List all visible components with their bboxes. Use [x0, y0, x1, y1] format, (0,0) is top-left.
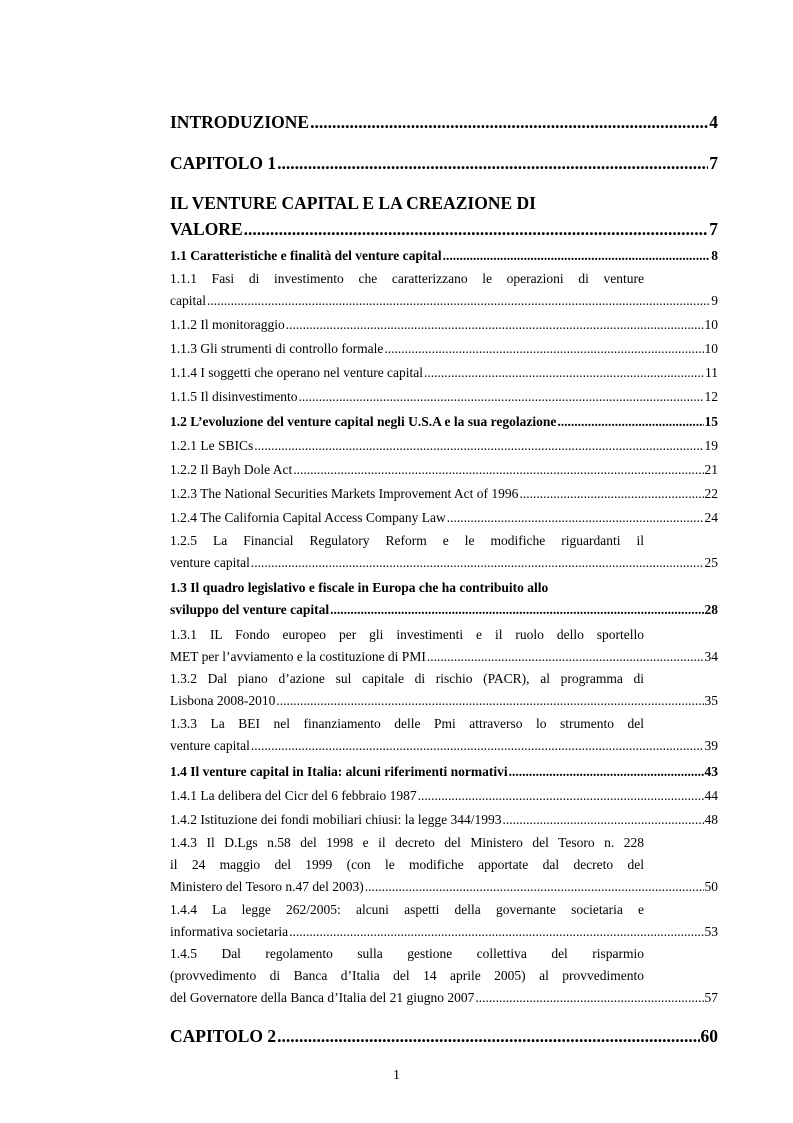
toc-dot-leader: [289, 924, 703, 940]
toc-dot-leader: [424, 365, 704, 381]
toc-entry-title: venture capital: [170, 555, 250, 570]
toc-entry-title: 1.2.2 Il Bayh Dole Act: [170, 462, 293, 477]
toc-entry-title: 1.1 Caratteristiche e finalità del venture capital: [170, 248, 442, 263]
toc-entry-title: INTRODUZIONE: [170, 112, 310, 132]
toc-entry-title: 1.2.3 The National Securities Markets Improvement Act of 1996: [170, 486, 519, 501]
toc-entry-line: 1.3.2 Dal piano d’azione sul capitale di rischio (PACR), al programma di: [170, 671, 644, 686]
toc-entry-1-4-2: [170, 812, 718, 828]
toc-entry-title: capital: [170, 293, 206, 308]
toc-dot-leader: [251, 738, 704, 754]
toc-entry-1-4-4: [170, 924, 718, 940]
toc-entry-page: 19: [704, 438, 718, 453]
toc-entry-page: 53: [704, 924, 718, 939]
toc-entry-line: 1.3.1 IL Fondo europeo per gli investimenti e il ruolo dello sportello: [170, 627, 644, 642]
toc-entry-title: 1.1.5 Il disinvestimento: [170, 389, 298, 404]
page-number: 1: [393, 1068, 400, 1083]
toc-dot-leader: [293, 462, 703, 478]
toc-dot-leader: [310, 112, 708, 133]
toc-entry-title: del Governatore della Banca d’Italia del 21 giugno 2007: [170, 990, 475, 1005]
toc-entry-1-3-2: [170, 693, 718, 709]
toc-entry-capitolo-2: [170, 1026, 718, 1047]
toc-entry-1-4-3: [170, 879, 718, 895]
toc-entry-chapter-title: [170, 219, 718, 240]
toc-entry-1-4: [170, 764, 718, 780]
toc-entry-1-2-5: [170, 555, 718, 571]
toc-entry-page: 7: [709, 153, 718, 173]
toc-entry-page: 15: [704, 414, 718, 429]
toc-entry-introduzione: [170, 112, 718, 133]
toc-entry-line: 1.1.1 Fasi di investimento che caratterizzano le operazioni di venture: [170, 271, 644, 286]
toc-entry-page: 8: [711, 248, 718, 263]
toc-dot-leader: [244, 219, 709, 240]
toc-dot-leader: [330, 602, 703, 618]
toc-entry-line: 1.4.5 Dal regolamento sulla gestione collettiva del risparmio: [170, 946, 644, 961]
toc-entry-page: 10: [704, 317, 718, 332]
toc-entry-1-2-4: [170, 510, 718, 526]
toc-entry-page: 28: [704, 602, 718, 617]
toc-entry-1-2: [170, 414, 718, 430]
toc-entry-1-1-5: [170, 389, 718, 405]
toc-entry-page: 21: [704, 462, 718, 477]
toc-entry-page: 7: [709, 219, 718, 239]
toc-entry-title: Lisbona 2008-2010: [170, 693, 276, 708]
toc-entry-page: 57: [704, 990, 718, 1005]
toc-entry-title: 1.4.1 La delibera del Cicr del 6 febbraio 1987: [170, 788, 417, 803]
toc-dot-leader: [277, 1026, 699, 1047]
toc-dot-leader: [557, 414, 703, 430]
toc-dot-leader: [365, 879, 704, 895]
toc-entry-page: 43: [704, 764, 718, 779]
toc-entry-line: 1.3.3 La BEI nel finanziamento delle Pmi attraverso lo strumento del: [170, 716, 644, 731]
toc-entry-page: 60: [700, 1026, 718, 1046]
toc-entry-title: 1.1.4 I soggetti che operano nel venture capital: [170, 365, 424, 380]
toc-entry-title: MET per l’avviamento e la costituzione di PMI: [170, 649, 426, 664]
toc-dot-leader: [276, 693, 703, 709]
toc-entry-page: 24: [704, 510, 718, 525]
toc-entry-1-2-2: [170, 462, 718, 478]
toc-dot-leader: [509, 764, 704, 780]
toc-dot-leader: [443, 248, 711, 264]
toc-entry-1-3-1: [170, 649, 718, 665]
toc-entry-line: 1.4.3 Il D.Lgs n.58 del 1998 e il decreto del Ministero del Tesoro n. 228: [170, 835, 644, 850]
toc-dot-leader: [384, 341, 703, 357]
toc-entry-line: 1.3 Il quadro legislativo e fiscale in Europa che ha contribuito allo: [170, 580, 549, 595]
toc-entry-title: CAPITOLO 2: [170, 1026, 277, 1046]
toc-entry-title: 1.1.3 Gli strumenti di controllo formale: [170, 341, 384, 356]
toc-entry-1-3: [170, 602, 718, 618]
toc-entry-title: CAPITOLO 1: [170, 153, 277, 173]
toc-entry-page: 10: [704, 341, 718, 356]
toc-dot-leader: [254, 438, 703, 454]
toc-dot-leader: [427, 649, 704, 665]
toc-dot-leader: [251, 555, 704, 571]
toc-entry-title: sviluppo del venture capital: [170, 602, 330, 617]
toc-dot-leader: [519, 486, 703, 502]
toc-dot-leader: [447, 510, 704, 526]
toc-entry-title: 1.4 Il venture capital in Italia: alcuni riferimenti normativi: [170, 764, 508, 779]
toc-entry-page: 4: [709, 112, 718, 132]
toc-entry-page: 25: [704, 555, 718, 570]
toc-entry-title: Ministero del Tesoro n.47 del 2003): [170, 879, 364, 894]
toc-dot-leader: [502, 812, 703, 828]
toc-entry-title: 1.2.4 The California Capital Access Company Law: [170, 510, 446, 525]
toc-entry-1-2-3: [170, 486, 718, 502]
toc-entry-1-1-1: [170, 293, 718, 309]
toc-entry-title: venture capital: [170, 738, 250, 753]
toc-entry-page: 12: [704, 389, 718, 404]
toc-dot-leader: [286, 317, 704, 333]
toc-entry-page: 50: [704, 879, 718, 894]
toc-entry-1-1-2: [170, 317, 718, 333]
toc-chapter-title-line: IL VENTURE CAPITAL E LA CREAZIONE DI: [170, 193, 536, 213]
toc-entry-page: 35: [704, 693, 718, 708]
toc-dot-leader: [277, 153, 708, 174]
toc-entry-page: 48: [704, 812, 718, 827]
toc-entry-1-1: [170, 248, 718, 264]
toc-entry-page: 9: [711, 293, 718, 308]
toc-entry-line: (provvedimento di Banca d’Italia del 14 aprile 2005) al provvedimento: [170, 968, 644, 983]
toc-dot-leader: [475, 990, 703, 1006]
toc-entry-page: 11: [705, 365, 718, 380]
toc-entry-1-3-3: [170, 738, 718, 754]
toc-entry-1-1-4: [170, 365, 718, 381]
toc-entry-capitolo-1: [170, 153, 718, 174]
toc-dot-leader: [299, 389, 704, 405]
toc-entry-page: 44: [704, 788, 718, 803]
toc-entry-page: 39: [704, 738, 718, 753]
toc-entry-1-4-1: [170, 788, 718, 804]
toc-dot-leader: [418, 788, 704, 804]
toc-entry-page: 34: [704, 649, 718, 664]
toc-entry-page: 22: [704, 486, 718, 501]
toc-entry-line: 1.2.5 La Financial Regulatory Reform e le modifiche riguardanti il: [170, 533, 644, 548]
toc-entry-title: 1.2.1 Le SBICs: [170, 438, 254, 453]
toc-entry-title: informativa societaria: [170, 924, 289, 939]
toc-entry-title: 1.4.2 Istituzione dei fondi mobiliari chiusi: la legge 344/1993: [170, 812, 502, 827]
toc-entry-title: 1.2 L’evoluzione del venture capital negli U.S.A e la sua regolazione: [170, 414, 557, 429]
toc-entry-line: 1.4.4 La legge 262/2005: alcuni aspetti della governante societaria e: [170, 902, 644, 917]
toc-dot-leader: [207, 293, 710, 309]
toc-entry-1-4-5: [170, 990, 718, 1006]
toc-entry-title: VALORE: [170, 219, 243, 239]
toc-entry-1-1-3: [170, 341, 718, 357]
toc-entry-1-2-1: [170, 438, 718, 454]
toc-entry-line: il 24 maggio del 1999 (con le modifiche apportate dal decreto del: [170, 857, 644, 872]
toc-entry-title: 1.1.2 Il monitoraggio: [170, 317, 285, 332]
